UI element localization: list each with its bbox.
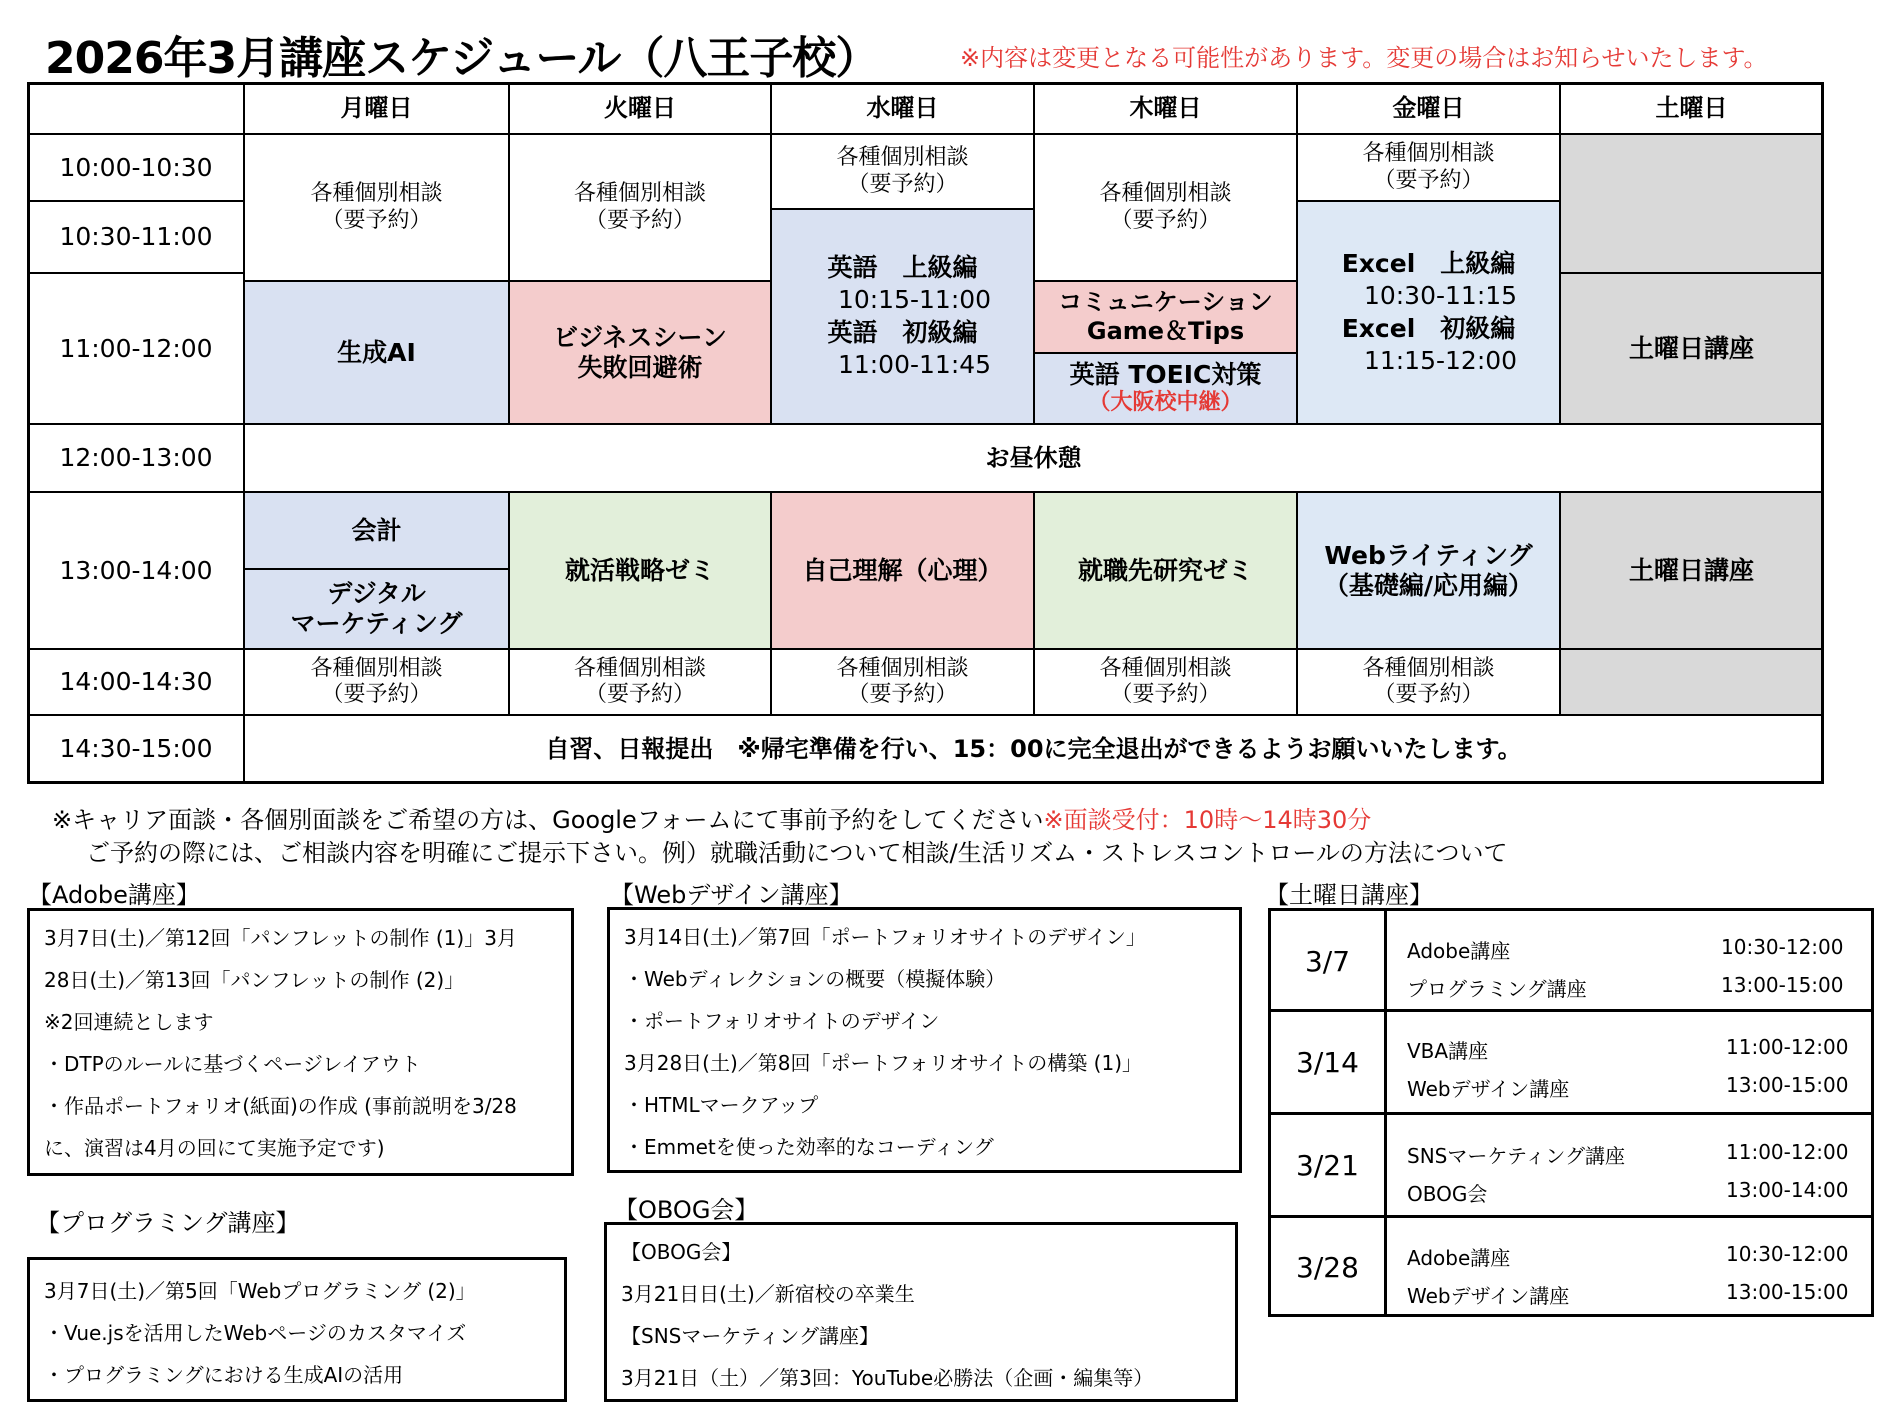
saturday-course-time: 10:30-12:00 — [1721, 935, 1844, 959]
web-design-section-title: 【Webデザイン講座】 — [610, 881, 853, 909]
saturday-course-name: Adobe講座 — [1407, 939, 1511, 963]
consultation-note: ご予約の際には、ご相談内容を明確にご提示下さい。例）就職活動について相談/生活リズム・ストレスコントロールの方法について — [86, 839, 1508, 867]
consult-label: 各種個別相談 — [1099, 181, 1232, 207]
consult-label: 各種個別相談 — [836, 145, 969, 171]
course-name: 失敗回避術 — [577, 352, 703, 382]
consultation-cell — [508, 133, 772, 282]
consultation-cell — [243, 648, 510, 716]
saturday-course-time: 13:00-15:00 — [1726, 1073, 1849, 1097]
consultation-cell — [1033, 648, 1298, 716]
saturday-course-time: 13:00-15:00 — [1721, 973, 1844, 997]
consultation-cell — [243, 133, 510, 282]
course-name: （基礎編/応用編） — [1323, 570, 1534, 600]
programming-section-title: 【プログラミング講座】 — [36, 1209, 300, 1237]
consult-note: （要予約） — [1110, 207, 1221, 233]
saturday-row — [1271, 1009, 1871, 1113]
lunch-break-cell — [243, 423, 1824, 493]
adobe-section-title: 【Adobe講座】 — [28, 881, 200, 909]
consult-label: 各種個別相談 — [836, 655, 969, 681]
adobe-line: ※2回連続とします — [44, 1010, 214, 1034]
course-name: 土曜日講座 — [1628, 333, 1754, 363]
obog-line: 【SNSマーケティング講座】 — [621, 1324, 879, 1348]
course-name: Excel 初級編 — [1341, 313, 1516, 343]
web-design-line: ・Emmetを使った効率的なコーディング — [624, 1135, 994, 1159]
saturday-date: 3/14 — [1271, 1012, 1387, 1113]
saturday-course-time: 13:00-14:00 — [1726, 1178, 1849, 1202]
obog-box — [604, 1222, 1238, 1402]
adobe-line: 3月7日(土)／第12回「パンフレットの制作 (1)」3月 — [44, 926, 517, 950]
consult-note: （要予約） — [584, 682, 695, 707]
consult-label: 各種個別相談 — [1362, 655, 1495, 681]
saturday-course-name: Webデザイン講座 — [1407, 1077, 1570, 1101]
course-time: 10:30-11:15 — [1363, 281, 1518, 310]
consult-note: （要予約） — [321, 682, 432, 707]
course-cell-web-writing — [1296, 491, 1561, 650]
saturday-date: 3/28 — [1271, 1218, 1387, 1317]
saturday-course-time: 11:00-12:00 — [1726, 1140, 1849, 1164]
course-cell-employer-research-seminar — [1033, 491, 1298, 650]
time-slot: 14:30-15:00 — [27, 714, 245, 784]
day-header-fri: 金曜日 — [1296, 82, 1561, 135]
reservation-note-text: ※キャリア面談・各個別面談をご希望の方は、Googleフォームにて事前予約をしてください — [52, 806, 1044, 834]
saturday-empty-cell — [1559, 133, 1824, 274]
time-slot: 13:00-14:00 — [27, 491, 245, 650]
consult-note: （要予約） — [584, 207, 695, 233]
course-name: 就職先研究ゼミ — [1077, 555, 1253, 585]
lunch-label: お昼休憩 — [985, 443, 1082, 472]
course-name: 英語 上級編 — [827, 252, 978, 282]
reservation-note — [52, 800, 1371, 835]
time-slot: 10:30-11:00 — [27, 200, 245, 274]
consultation-cell — [508, 648, 772, 716]
saturday-course-name: プログラミング講座 — [1407, 977, 1587, 1001]
broadcast-note: （大阪校中継） — [1088, 390, 1243, 416]
programming-line: ・Vue.jsを活用したWebページのカスタマイズ — [44, 1321, 467, 1345]
web-design-line: 3月28日(土)／第8回「ポートフォリオサイトの構築 (1)」 — [624, 1051, 1142, 1075]
course-name: Game＆Tips — [1086, 317, 1245, 345]
course-time: 11:15-12:00 — [1363, 346, 1518, 375]
saturday-date: 3/7 — [1271, 911, 1387, 1012]
course-name: 会計 — [351, 515, 402, 545]
consult-note: （要予約） — [1110, 682, 1221, 707]
consultation-cell — [1033, 133, 1298, 282]
course-cell-english — [770, 208, 1035, 425]
web-design-line: ・ポートフォリオサイトのデザイン — [624, 1009, 940, 1033]
web-design-box — [607, 907, 1242, 1173]
course-name: 英語 初級編 — [827, 317, 978, 347]
obog-section-title: 【OBOG会】 — [614, 1196, 759, 1224]
adobe-line: ・作品ポートフォリオ(紙面)の作成 (事前説明を3/28 — [44, 1094, 517, 1118]
saturday-course-name: OBOG会 — [1407, 1182, 1488, 1206]
time-slot: 12:00-13:00 — [27, 423, 245, 493]
course-name: マーケティング — [290, 609, 463, 638]
time-slot: 14:00-14:30 — [27, 648, 245, 716]
saturday-courses-table — [1268, 908, 1874, 1317]
course-cell-digital-marketing — [243, 568, 510, 650]
saturday-course-time: 13:00-15:00 — [1726, 1280, 1849, 1304]
day-header-wed: 水曜日 — [770, 82, 1035, 135]
consult-label: 各種個別相談 — [310, 181, 443, 207]
time-slot: 10:00-10:30 — [27, 133, 245, 202]
course-name: デジタル — [327, 579, 426, 608]
consult-label: 各種個別相談 — [1362, 141, 1495, 167]
obog-line: 3月21日（土）／第3回：YouTube必勝法（企画・編集等） — [621, 1366, 1154, 1390]
adobe-line: ・DTPのルールに基づくページレイアウト — [44, 1052, 421, 1076]
time-slot: 11:00-12:00 — [27, 272, 245, 425]
saturday-course-name: Adobe講座 — [1407, 1246, 1511, 1270]
change-notice: ※内容は変更となる可能性があります。変更の場合はお知らせいたします。 — [960, 44, 1768, 72]
course-name: 土曜日講座 — [1628, 555, 1754, 585]
obog-line: 3月21日日(土)／新宿校の卒業生 — [621, 1282, 915, 1306]
programming-line: ・プログラミングにおける生成AIの活用 — [44, 1363, 404, 1387]
day-header-mon: 月曜日 — [243, 82, 510, 135]
course-cell-accounting — [243, 491, 510, 570]
web-design-line: ・HTMLマークアップ — [624, 1093, 819, 1117]
consult-note: （要予約） — [847, 171, 958, 197]
course-time: 11:00-11:45 — [837, 350, 992, 379]
course-time: 10:15-11:00 — [837, 285, 992, 314]
saturday-course-name: VBA講座 — [1407, 1039, 1489, 1063]
course-cell-saturday-am — [1559, 272, 1824, 425]
course-name: ビジネスシーン — [553, 322, 727, 352]
consult-note: （要予約） — [1373, 167, 1484, 193]
closing-label: 自習、日報提出 ※帰宅準備を行い、15：00に完全退出ができるようお願いいたします。 — [545, 734, 1522, 763]
obog-line: 【OBOG会】 — [621, 1240, 742, 1264]
reception-hours: ※面談受付：10時～14時30分 — [1043, 806, 1372, 834]
course-name: Excel 上級編 — [1341, 248, 1516, 278]
closing-cell — [243, 714, 1824, 784]
course-cell-self-understanding — [770, 491, 1035, 650]
saturday-empty-cell — [1559, 648, 1824, 716]
course-cell-business-scene — [508, 280, 772, 425]
saturday-date: 3/21 — [1271, 1115, 1387, 1216]
consultation-cell — [770, 648, 1035, 716]
consult-label: 各種個別相談 — [1099, 655, 1232, 681]
course-name: コミュニケーション — [1058, 288, 1273, 317]
consultation-cell — [1296, 648, 1561, 716]
adobe-box — [27, 908, 574, 1176]
page-title: 2026年3月講座スケジュール（八王子校） — [45, 33, 879, 84]
consult-label: 各種個別相談 — [310, 655, 443, 681]
course-cell-job-strategy-seminar — [508, 491, 772, 650]
course-cell-saturday-pm — [1559, 491, 1824, 650]
web-design-line: 3月14日(土)／第7回「ポートフォリオサイトのデザイン」 — [624, 925, 1146, 949]
saturday-course-name: Webデザイン講座 — [1407, 1284, 1570, 1308]
course-cell-excel — [1296, 200, 1561, 425]
consultation-cell — [1296, 133, 1561, 202]
consult-note: （要予約） — [1373, 682, 1484, 707]
consult-note: （要予約） — [847, 682, 958, 707]
programming-box — [27, 1257, 567, 1402]
consult-label: 各種個別相談 — [573, 655, 706, 681]
saturday-section-title: 【土曜日講座】 — [1265, 881, 1433, 909]
saturday-row — [1271, 911, 1871, 1012]
course-cell-toeic — [1033, 352, 1298, 425]
day-header-thu: 木曜日 — [1033, 82, 1298, 135]
adobe-line: 28日(土)／第13回「パンフレットの制作 (2)」 — [44, 968, 465, 992]
web-design-line: ・Webディレクションの概要（模擬体験） — [624, 967, 1006, 991]
course-name: 自己理解（心理） — [802, 555, 1003, 585]
saturday-course-time: 10:30-12:00 — [1726, 1242, 1849, 1266]
saturday-row — [1271, 1215, 1871, 1317]
saturday-course-time: 11:00-12:00 — [1726, 1035, 1849, 1059]
adobe-line: に、演習は4月の回にて実施予定です) — [44, 1136, 385, 1160]
course-name: 就活戦略ゼミ — [564, 555, 715, 585]
course-name: 英語 TOEIC対策 — [1069, 360, 1262, 390]
course-cell-communication-game — [1033, 280, 1298, 354]
saturday-course-name: SNSマーケティング講座 — [1407, 1144, 1625, 1168]
consult-label: 各種個別相談 — [573, 181, 706, 207]
day-header-tue: 火曜日 — [508, 82, 772, 135]
consultation-cell — [770, 133, 1035, 210]
day-header-sat: 土曜日 — [1559, 82, 1824, 135]
corner-cell — [27, 82, 245, 135]
programming-line: 3月7日(土)／第5回「Webプログラミング (2)」 — [44, 1279, 476, 1303]
consult-note: （要予約） — [321, 207, 432, 233]
saturday-row — [1271, 1112, 1871, 1216]
course-name: 生成AI — [337, 337, 416, 367]
course-cell-generative-ai — [243, 280, 510, 425]
course-name: Webライティング — [1324, 540, 1533, 570]
